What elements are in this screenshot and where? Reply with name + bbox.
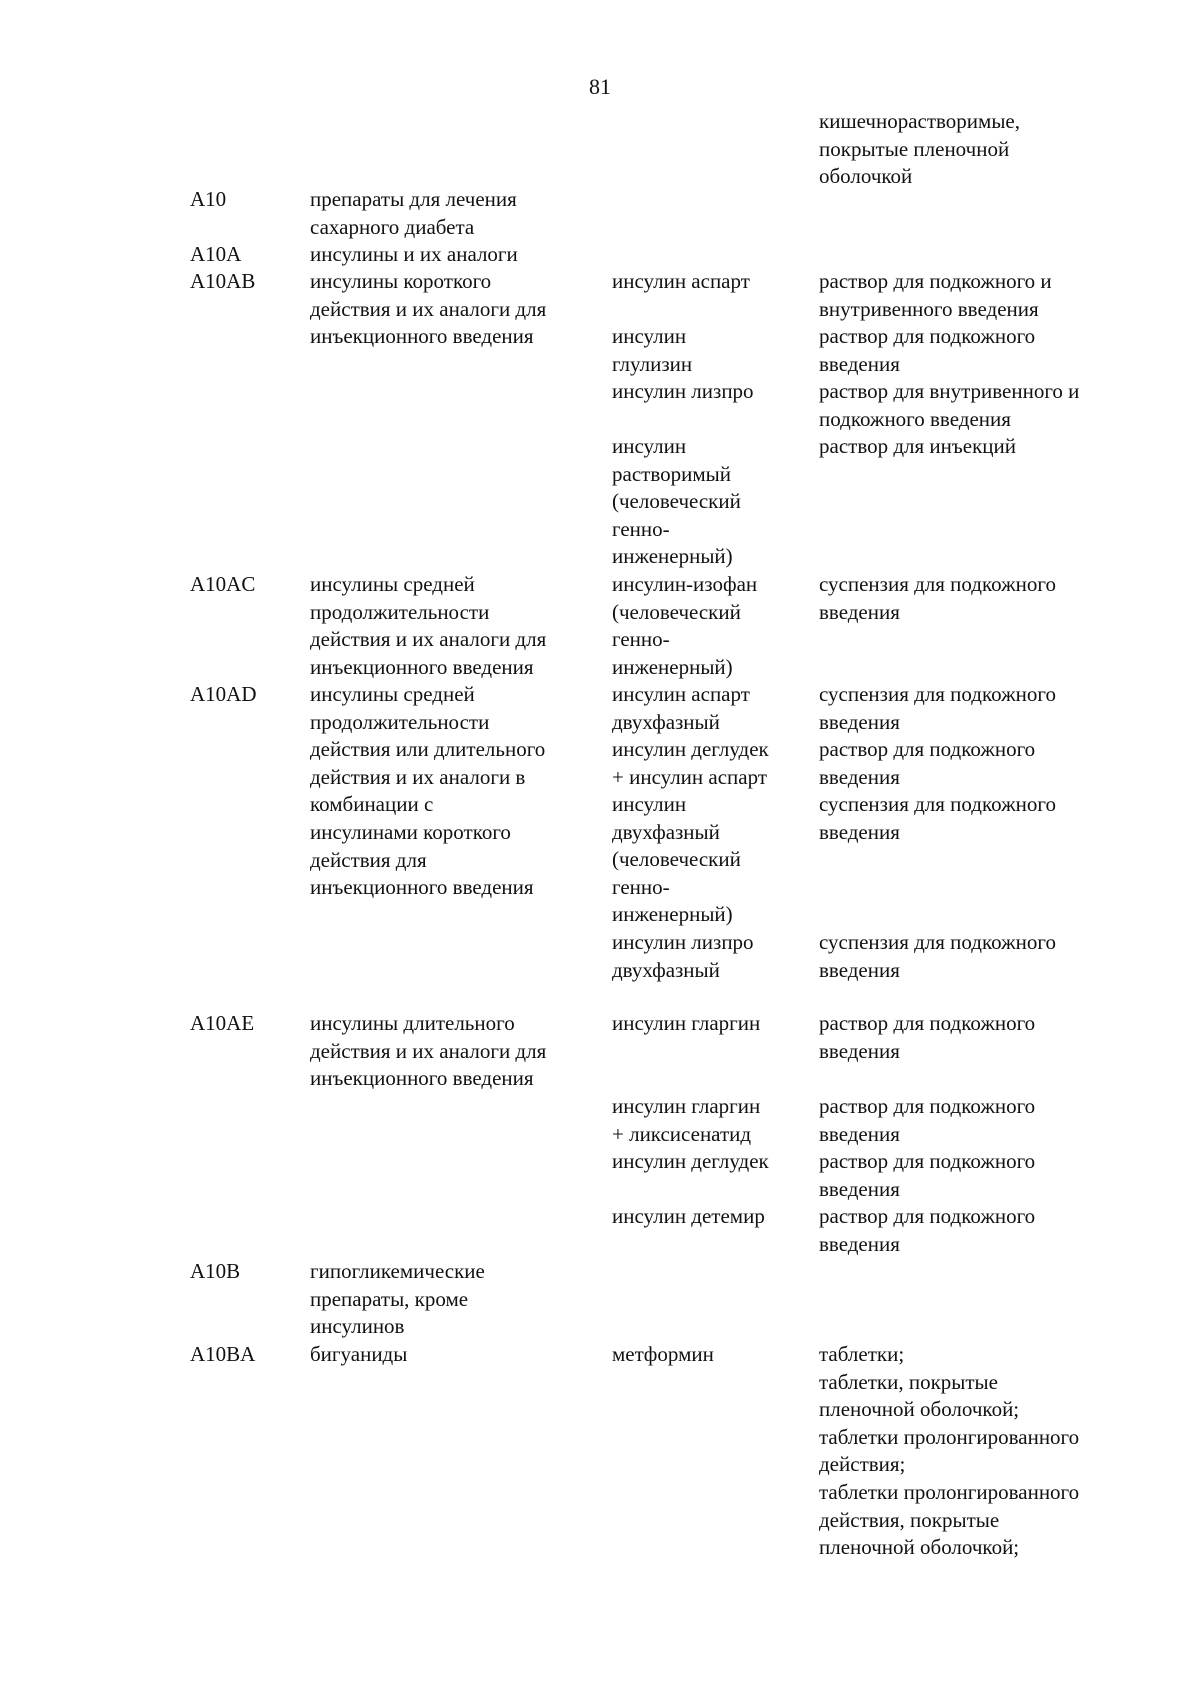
group-name: инсулины длительного действия и их аналоги для инъекционного введения [310,1011,547,1091]
atc-code: A10AD [190,682,257,706]
atc-code: A10 [190,187,227,211]
dosage-form: раствор для подкожного введения [819,324,1036,376]
drug-name: метформин [612,1342,714,1366]
group-name: инсулины средней продолжительности действия и их аналоги для инъекционного введения [310,572,547,679]
dosage-form: раствор для подкожного введения [819,1149,1036,1201]
drug-name: инсулин деглудек + инсулин аспарт [612,737,769,789]
drug-name: инсулин лизпро двухфазный [612,930,754,982]
dosage-form: раствор для подкожного введения [819,1204,1036,1256]
drug-name: инсулин детемир [612,1204,765,1228]
dosage-form: суспензия для подкожного введения [819,792,1056,844]
group-name: препараты для лечения сахарного диабета [310,187,517,239]
atc-code: A10AB [190,269,256,293]
group-name: бигуаниды [310,1342,408,1366]
drug-name: инсулин гларгин [612,1011,761,1035]
group-name: инсулины и их аналоги [310,242,518,266]
atc-code: A10AC [190,572,256,596]
group-name: инсулины средней продолжительности действия или длительного действия и их аналоги в комбинации с инсулинами короткого действия для инъекционного введения [310,682,546,900]
drug-name: инсулин растворимый (человеческий генно- инженерный) [612,434,741,569]
dosage-form: суспензия для подкожного введения [819,572,1056,624]
dosage-form: раствор для подкожного введения [819,737,1036,789]
dosage-form: суспензия для подкожного введения [819,930,1056,982]
drug-name: инсулин аспарт [612,269,750,293]
dosage-form: раствор для инъекций [819,434,1016,458]
dosage-form: раствор для подкожного и внутривенного введения [819,269,1052,321]
atc-code: A10BA [190,1342,256,1366]
dosage-form: кишечнорастворимые, покрытые пленочной оболочкой [819,109,1021,189]
drug-name: инсулин-изофан (человеческий генно- инженерный) [612,572,758,679]
drug-name: инсулин аспарт двухфазный [612,682,750,734]
drug-name: инсулин глулизин [612,324,693,376]
atc-code: A10AE [190,1011,255,1035]
dosage-form: раствор для подкожного введения [819,1094,1036,1146]
drug-name: инсулин деглудек [612,1149,769,1173]
drug-name: инсулин лизпро [612,379,754,403]
drug-name: инсулин двухфазный (человеческий генно- инженерный) [612,792,741,927]
group-name: гипогликемические препараты, кроме инсулинов [310,1259,485,1339]
atc-code: A10A [190,242,242,266]
dosage-form: суспензия для подкожного введения [819,682,1056,734]
dosage-form: раствор для внутривенного и подкожного введения [819,379,1080,431]
dosage-form: раствор для подкожного введения [819,1011,1036,1063]
group-name: инсулины короткого действия и их аналоги для инъекционного введения [310,269,547,349]
drug-name: инсулин гларгин + ликсисенатид [612,1094,761,1146]
atc-code: A10B [190,1259,241,1283]
dosage-form: таблетки; таблетки, покрытые пленочной оболочкой; таблетки пролонгированного действия; таблетки пролонгированного действия, покрытые пленочной оболочкой; [819,1342,1080,1560]
page-number: 81 [589,74,611,99]
